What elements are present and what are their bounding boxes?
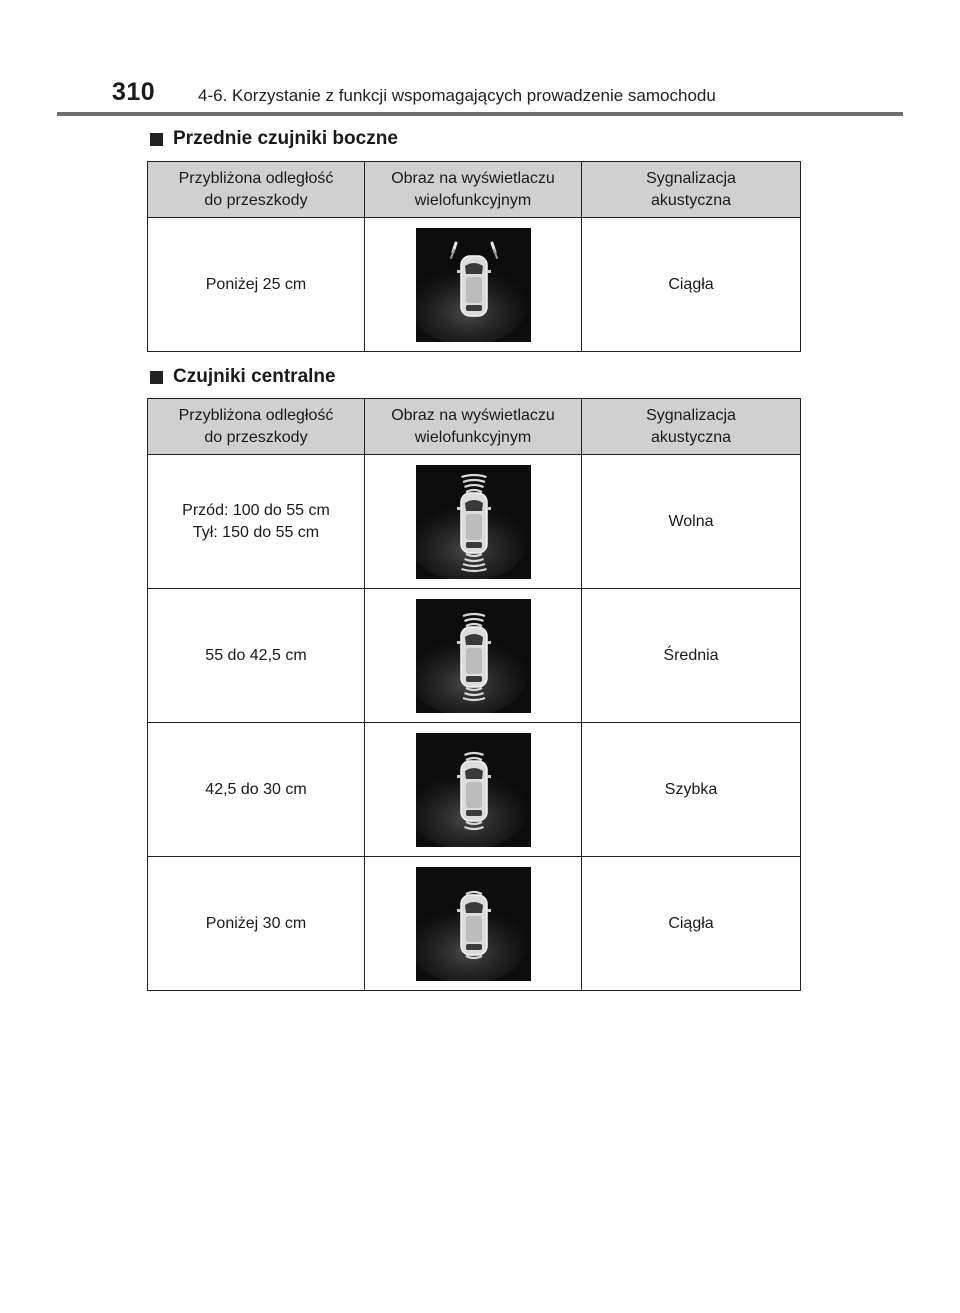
sound-cell: Średnia xyxy=(582,589,801,723)
sound-cell: Ciągła xyxy=(582,857,801,991)
table-header-row xyxy=(148,162,801,218)
car-side-sensor-icon xyxy=(416,228,531,342)
side-sensors-table xyxy=(147,161,801,352)
center-sensors-table xyxy=(147,398,801,991)
page-header xyxy=(0,0,960,118)
table-row xyxy=(148,857,801,991)
section-title-text: Czujniki centralne xyxy=(173,366,336,387)
bullet-square-icon xyxy=(150,371,163,384)
car-center-sensor-mid-icon xyxy=(416,599,531,713)
table-header-row xyxy=(148,399,801,455)
display-cell xyxy=(365,218,582,352)
distance-cell: Przód: 100 do 55 cm Tył: 150 do 55 cm xyxy=(148,455,365,589)
column-header-distance: Przybliżona odległość do przeszkody xyxy=(148,162,365,218)
distance-cell: 42,5 do 30 cm xyxy=(148,723,365,857)
table-row xyxy=(148,218,801,352)
column-header-distance: Przybliżona odległość do przeszkody xyxy=(148,399,365,455)
car-center-sensor-closest-icon xyxy=(416,867,531,981)
section-title-center-sensors xyxy=(150,366,336,388)
sound-cell: Wolna xyxy=(582,455,801,589)
table-row xyxy=(148,455,801,589)
display-cell xyxy=(365,857,582,991)
display-cell xyxy=(365,589,582,723)
column-header-display: Obraz na wyświetlaczu wielofunkcyjnym xyxy=(365,162,582,218)
display-cell xyxy=(365,455,582,589)
table-row xyxy=(148,589,801,723)
column-header-display: Obraz na wyświetlaczu wielofunkcyjnym xyxy=(365,399,582,455)
distance-cell: 55 do 42,5 cm xyxy=(148,589,365,723)
bullet-square-icon xyxy=(150,133,163,146)
column-header-sound: Sygnalizacja akustyczna xyxy=(582,399,801,455)
sound-cell: Ciągła xyxy=(582,218,801,352)
distance-cell: Poniżej 30 cm xyxy=(148,857,365,991)
chapter-title: 4-6. Korzystanie z funkcji wspomagających prowadzenie samochodu xyxy=(198,86,716,105)
header-rule xyxy=(57,112,903,116)
column-header-sound: Sygnalizacja akustyczna xyxy=(582,162,801,218)
section-title-side-sensors xyxy=(150,128,398,150)
car-center-sensor-far-icon xyxy=(416,465,531,579)
car-center-sensor-near-icon xyxy=(416,733,531,847)
section-title-text: Przednie czujniki boczne xyxy=(173,128,398,149)
display-cell xyxy=(365,723,582,857)
sound-cell: Szybka xyxy=(582,723,801,857)
page-number: 310 xyxy=(112,78,156,106)
distance-cell: Poniżej 25 cm xyxy=(148,218,365,352)
table-row xyxy=(148,723,801,857)
